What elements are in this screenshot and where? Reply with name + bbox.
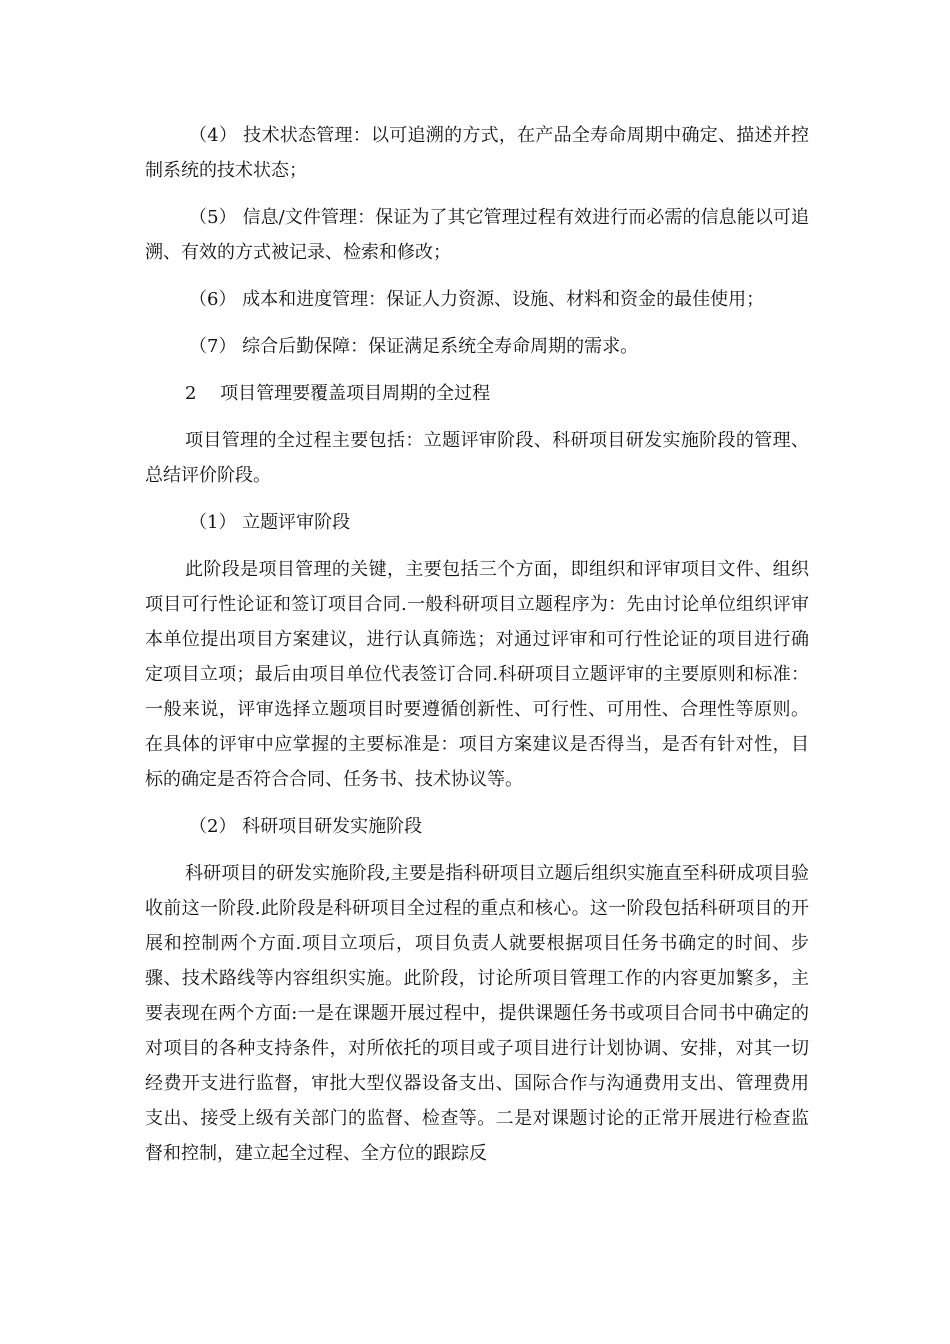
section-heading-2: 2 项目管理要覆盖项目周期的全过程	[185, 383, 491, 404]
paragraph-item-5: （5） 信息/文件管理：保证为了其它管理过程有效进行而必需的信息能以可追溯、有效的方式被记录、检索和修改；	[145, 207, 809, 263]
subheading-1: （1） 立题评审阶段	[189, 512, 351, 533]
document-page	[145, 118, 809, 1183]
paragraph-item-6: （6） 成本和进度管理：保证人力资源、设施、材料和资金的最佳使用；	[189, 289, 765, 310]
paragraph-intro: 项目管理的全过程主要包括：立题评审阶段、科研项目研发实施阶段的管理、总结评价阶段。	[145, 430, 809, 486]
subheading-2: （2） 科研项目研发实施阶段	[189, 816, 423, 837]
paragraph-stage-1: 此阶段是项目管理的关键，主要包括三个方面，即组织和评审项目文件、组织项目可行性论证和签订项目合同.一般科研项目立题程序为：先由讨论单位组织评审本单位提出项目方案建议，进行认真筛选；对通过评审和可行性论证的项目进行确定项目立项；最后由项目单位代表签订合同.科研项目立题评审的主要原则和标准：一般来说，评审选择立题项目时要遵循创新性、可行性、可用性、合理性等原则。在具体的评审中应掌握的主要标准是：项目方案建议是否得当，是否有针对性，目标的确定是否符合合同、任务书、技术协议等。	[145, 559, 809, 790]
paragraph-stage-2: 科研项目的研发实施阶段,主要是指科研项目立题后组织实施直至科研成项目验收前这一阶段.此阶段是科研项目全过程的重点和核心。这一阶段包括科研项目的开展和控制两个方面.项目立项后，项目负责人就要根据项目任务书确定的时间、步骤、技术路线等内容组织实施。此阶段，讨论所项目管理工作的内容更加繁多，主要表现在两个方面:一是在课题开展过程中，提供课题任务书或项目合同书中确定的对项目的各种支持条件，对所依托的项目或子项目进行计划协调、安排，对其一切经费开支进行监督，审批大型仪器设备支出、国际合作与沟通费用支出、管理费用支出、接受上级有关部门的监督、检查等。二是对课题讨论的正常开展进行检查监督和控制，建立起全过程、全方位的跟踪反	[145, 863, 809, 1164]
paragraph-item-4: （4） 技术状态管理：以可追溯的方式，在产品全寿命周期中确定、描述并控制系统的技术状态；	[145, 125, 809, 181]
paragraph-item-7: （7） 综合后勤保障：保证满足系统全寿命周期的需求。	[189, 336, 639, 357]
